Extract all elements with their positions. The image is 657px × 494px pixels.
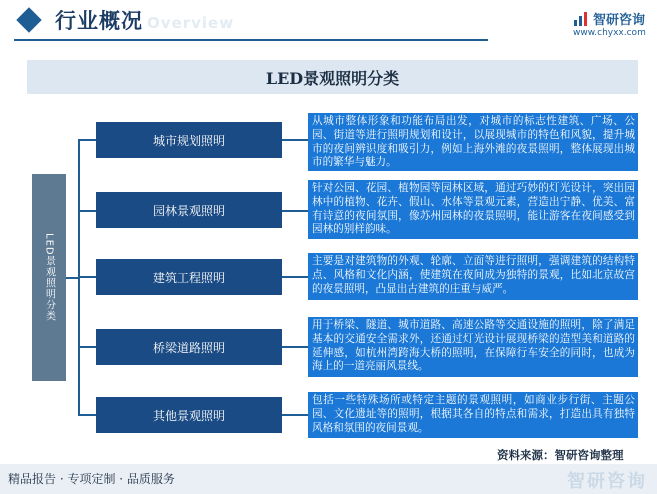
- page-title: 行业概况: [55, 9, 143, 33]
- root-node: [32, 174, 66, 381]
- category-description: 主要是对建筑物的外观、轮廓、立面等进行照明，强调建筑的结构特点、风格和文化内涵，使建筑在夜间成为独特的景观，比如北京故宫的夜景照明，凸显出古建筑的庄重与威严。: [308, 253, 638, 300]
- category-node-bridge-road: [96, 329, 282, 365]
- header-divider: [14, 39, 488, 41]
- desc-connector: [282, 276, 308, 278]
- category-description: 针对公园、花园、植物园等园林区域，通过巧妙的灯光设计，突出园林中的植物、花卉、假山、水体等景观元素，营造出宁静、优美、富有诗意的夜间氛围，像苏州园林的夜景照明，能让游客在夜间感受到园林的别样韵味。: [308, 180, 638, 239]
- brand-url: www.chyxx.com: [573, 28, 646, 38]
- category-description: 用于桥梁、隧道、城市道路、高速公路等交通设施的照明，除了满足基本的交通安全需求外，还通过灯光设计展现桥梁的造型美和道路的延伸感，如杭州湾跨海大桥的照明，在保障行车安全的同时，也成为海上的一道亮丽风景线。: [308, 317, 638, 377]
- diagram-title-band: [27, 60, 638, 94]
- desc-connector: [282, 139, 308, 141]
- desc-connector: [282, 346, 308, 348]
- branch-connector: [79, 346, 96, 348]
- category-label: 城市规划照明: [152, 133, 225, 148]
- desc-connector: [282, 414, 308, 416]
- header-watermark: Overview: [147, 14, 235, 32]
- category-label: 园林景观照明: [152, 203, 225, 218]
- source-note: 资料来源：智研咨询整理: [497, 448, 624, 462]
- root-label: LED景观照明分类: [43, 233, 55, 322]
- footer-watermark: 智研咨询: [567, 471, 647, 492]
- footer-text: 精品报告 · 专项定制 · 品质服务: [8, 472, 175, 486]
- desc-connector: [282, 210, 308, 212]
- category-label: 建筑工程照明: [152, 270, 225, 285]
- brand-logo: [573, 9, 645, 28]
- footer-bar: [0, 464, 657, 494]
- category-node-city-planning: [96, 122, 282, 158]
- category-description: 从城市整体形象和功能布局出发，对城市的标志性建筑、广场、公园、街道等进行照明规划和设计，以展现城市的特色和风貌，提升城市的夜间辨识度和吸引力，例如上海外滩的夜景照明，整体展现出城市的繁华与魅力。: [308, 113, 638, 171]
- branch-connector: [79, 276, 96, 278]
- category-node-landscape: [96, 192, 282, 228]
- brand-name: 智研咨询: [593, 13, 646, 28]
- header-diamond-icon: [16, 7, 41, 32]
- category-description: 包括一些特殊场所或特定主题的景观照明，如商业步行街、主题公园、文化遗址等的照明，根据其各自的特点和需求，打造出具有独特风格和氛围的夜间景观。: [308, 392, 638, 438]
- branch-connector: [79, 414, 96, 416]
- category-node-architecture: [96, 259, 282, 295]
- category-node-other: [96, 397, 282, 433]
- branch-connector: [79, 210, 96, 212]
- branch-connector: [79, 139, 96, 141]
- diagram-title: LED景观照明分类: [265, 68, 400, 88]
- category-label: 其他景观照明: [152, 408, 225, 423]
- category-label: 桥梁道路照明: [152, 340, 225, 355]
- brand-icon: [573, 11, 589, 27]
